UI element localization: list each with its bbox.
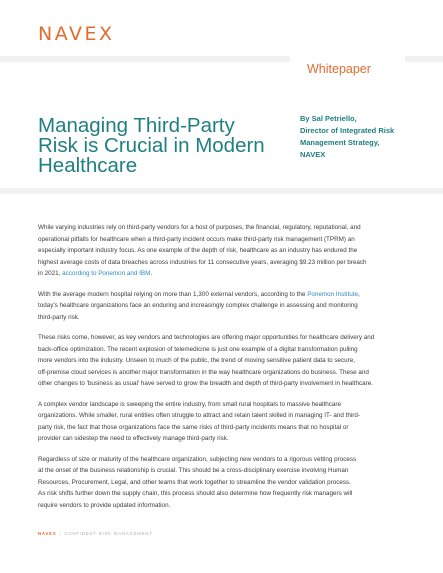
body-line: While varying industries rely on third-party vendors for a host of purposes, the financial, regulatory, reputational, and: [38, 224, 361, 231]
body-line: today's healthcare organizations face an enduring and increasingly complex challenge in assessing and monitoring: [38, 302, 358, 309]
ponemon-institute-link[interactable]: Ponemon Institute: [307, 290, 358, 298]
doc-type-label: Whitepaper: [307, 62, 371, 76]
body-line: at the onset of the business relationship is crucial. This should be a cross-disciplinary exercise involving Human: [38, 467, 349, 474]
paragraph: [38, 399, 408, 445]
body-line: require vendors to provide updated information.: [38, 501, 171, 509]
body-line: back-office optimization. The recent explosion of telemedicine is just one example of a digital transformation pulling: [38, 345, 358, 353]
body-line: As risk shifts further down the supply chain, this process should also determine how frequently risk managers will: [38, 490, 353, 497]
author-line: By Sal Petriello,: [300, 114, 357, 123]
body-line: A complex vendor landscape is sweeping the entire industry, from small rural hospitals to massive healthcare: [38, 400, 341, 408]
body-text: .: [150, 270, 153, 277]
ponemon-ibm-link[interactable]: according to Ponemon and IBM: [62, 270, 151, 277]
body-text: in 2021,: [38, 270, 63, 277]
footer-brand: NAVEX: [38, 531, 57, 536]
title-divider: [0, 188, 443, 194]
title-line: Managing Third-Party: [38, 114, 235, 137]
page-footer: [38, 531, 153, 537]
body-line: [38, 268, 408, 280]
paragraph: [38, 332, 408, 390]
body-line: Regardless of size or maturity of the healthcare organization, subjecting new vendors to a rigorous vetting process: [38, 455, 357, 463]
body-line: other changes to 'business as usual' have served to grow the breadth and depth of third-party involvement in healthcare.: [38, 380, 373, 387]
title-line: Risk is Crucial in Modern: [38, 134, 265, 157]
body-line: off-premise cloud services is another major transformation in the way healthcare organizations do business. These and: [38, 368, 369, 376]
author-line: NAVEX: [300, 150, 326, 159]
title-line: Healthcare: [38, 154, 138, 177]
article-body: [38, 222, 408, 520]
author-byline: [300, 113, 430, 161]
navex-logo: NAVEX: [38, 23, 115, 45]
body-line: provider can sidestep the need to effectively manage third-party risk.: [38, 435, 229, 442]
author-line: Director of Integrated Risk: [300, 126, 395, 135]
body-line: party risk, the fact that those organizations face the same risks of third-party incidents means that no hospital or: [38, 423, 349, 431]
paragraph: [38, 222, 408, 280]
footer-tagline: CONFIDENT RISK MANAGEMENT: [64, 531, 153, 536]
paragraph: [38, 454, 408, 512]
body-text: ,: [357, 290, 360, 298]
paragraph: [38, 289, 408, 324]
body-line: operational pitfalls for healthcare when a third-party incident occurs make third-party risk management (TPRM) an: [38, 235, 355, 243]
body-line: highest average costs of data breaches across industries for 11 consecutive years, averaging $9.23 million per breach: [38, 258, 367, 266]
body-line: organizations. While smaller, rural entities often struggle to attract and retain talent skilled in managing IT- and third-: [38, 412, 361, 419]
body-line: Resources, Procurement, Legal, and other teams that work together to streamline the vendor validation process.: [38, 478, 351, 486]
body-line: third-party risk.: [38, 313, 80, 321]
body-line: [38, 289, 408, 301]
body-line: more vendors into the industry. Unseen to much of the public, the trend of moving sensitive patient data to secure,: [38, 357, 356, 364]
body-text: With the average modern hospital relying on more than 1,300 external vendors, according to the: [38, 290, 308, 298]
body-line: These risks come, however, as key vendors and technologies are offering major opportunities for healthcare delivery and: [38, 334, 375, 341]
body-line: especially important industry focus. As one example of the depth of risk, healthcare as an industry has endured the: [38, 247, 358, 254]
footer-separator: |: [59, 531, 62, 536]
author-line: Management Strategy,: [300, 138, 380, 147]
document-title: [38, 116, 273, 176]
